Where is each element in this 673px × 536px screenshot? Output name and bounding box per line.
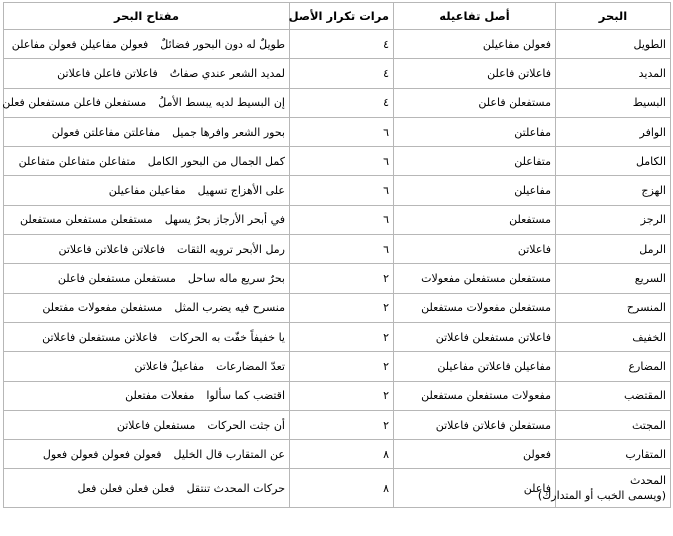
- arabic-meters-table: [3, 2, 671, 508]
- table-row: [4, 205, 671, 234]
- meter-key-cell: [4, 322, 290, 351]
- meter-key-rhythm: مفعلات مفتعلن: [125, 389, 195, 403]
- meter-key-rhythm: فعولن فعولن فعولن فعول: [42, 447, 162, 461]
- repeat-count-cell: ٢: [290, 293, 394, 322]
- meter-key-verse: إن البسيط لديه يبسط الأملُ: [158, 96, 285, 110]
- repeat-count-cell: ٦: [290, 117, 394, 146]
- base-feet-cell: فعولن: [394, 440, 556, 469]
- base-feet-cell: فاعلاتن فاعلن: [394, 59, 556, 88]
- meter-key-verse: تعدّ المضارعات: [216, 359, 285, 373]
- table-row: [4, 117, 671, 146]
- meter-name: المقتضب: [624, 389, 666, 403]
- meter-key-cell: [4, 410, 290, 439]
- meter-name-cell: [556, 293, 671, 322]
- meter-name: المديد: [638, 66, 666, 80]
- meter-name: السريع: [634, 272, 666, 286]
- meter-key-cell: [4, 440, 290, 469]
- meter-key-cell: [4, 30, 290, 59]
- meter-key-cell: [4, 117, 290, 146]
- meter-name-note: (ويسمى الخبب أو المتدارك): [537, 489, 666, 503]
- meter-key-rhythm: فاعلاتن فاعلن فاعلاتن: [57, 66, 158, 80]
- header-base-feet: أصل تفاعيله: [394, 3, 556, 30]
- repeat-count-cell: ٦: [290, 235, 394, 264]
- repeat-count-cell: ٢: [290, 381, 394, 410]
- table-body: [4, 30, 671, 508]
- meter-name-cell: [556, 440, 671, 469]
- meter-name: الهزج: [641, 184, 666, 198]
- meter-key-verse: رمل الأبحر ترويه الثقات: [177, 242, 285, 256]
- meter-key-verse: بحور الشعر وافرها جميل: [172, 125, 285, 139]
- repeat-count-cell: ٨: [290, 469, 394, 508]
- meter-key-rhythm: فاعلاتن مستفعلن فاعلاتن: [42, 330, 158, 344]
- meter-key-rhythm: مستفعلن مفعولات مفتعلن: [42, 301, 163, 315]
- table-row: [4, 59, 671, 88]
- meter-key-verse: عن المتقارب قال الخليل: [173, 447, 285, 461]
- meter-key-rhythm: فاعلاتن فاعلاتن فاعلاتن: [58, 242, 165, 256]
- meter-name-cell: [556, 352, 671, 381]
- meter-key-cell: [4, 235, 290, 264]
- meter-key-rhythm: مستفعلن مستفعلن فاعلن: [57, 272, 176, 286]
- base-feet-cell: مستفعلن فاعلن: [394, 88, 556, 117]
- meter-name-cell: [556, 322, 671, 351]
- meter-name-cell: [556, 410, 671, 439]
- table-row: [4, 440, 671, 469]
- repeat-count-cell: ٢: [290, 264, 394, 293]
- meter-key-cell: [4, 469, 290, 508]
- meter-name: الرجز: [640, 213, 666, 227]
- base-feet-cell: متفاعلن: [394, 147, 556, 176]
- repeat-count-cell: ٦: [290, 147, 394, 176]
- meter-key-verse: في أبحر الأرجاز بحرٌ يسهل: [164, 213, 285, 227]
- table-row: [4, 88, 671, 117]
- repeat-count-cell: ٢: [290, 322, 394, 351]
- meter-name-cell: [556, 88, 671, 117]
- table-row: [4, 30, 671, 59]
- meter-key-verse: على الأهزاج تسهيل: [197, 184, 285, 198]
- meter-key-verse: يا خفيفاً خفّت به الحركات: [169, 330, 285, 344]
- meter-name-cell: [556, 30, 671, 59]
- meter-key-verse: كمل الجمال من البحور الكامل: [147, 154, 285, 168]
- meter-key-verse: حركات المحدث تنتقل: [186, 481, 285, 495]
- meter-name: البسيط: [632, 96, 666, 110]
- meter-name-cell: [556, 235, 671, 264]
- table-row: [4, 381, 671, 410]
- table-row: [4, 235, 671, 264]
- meter-name: المنسرح: [626, 301, 666, 315]
- base-feet-cell: مستفعلن مستفعلن مفعولات: [394, 264, 556, 293]
- repeat-count-cell: ٤: [290, 30, 394, 59]
- meter-key-cell: [4, 176, 290, 205]
- table-header: [4, 3, 671, 30]
- base-feet-cell: مستفعلن فاعلاتن فاعلاتن: [394, 410, 556, 439]
- meter-name-cell: [556, 176, 671, 205]
- table-row: [4, 176, 671, 205]
- meter-key-cell: [4, 59, 290, 88]
- table-row: [4, 352, 671, 381]
- meter-name: الطويل: [633, 37, 666, 51]
- meter-key-rhythm: مفاعيلن مفاعيلن: [108, 184, 186, 198]
- meter-key-rhythm: فعولن مفاعيلن فعولن مفاعلن: [11, 37, 149, 51]
- base-feet-cell: مستفعلن: [394, 205, 556, 234]
- table-row: [4, 147, 671, 176]
- base-feet-cell: مفاعلتن: [394, 117, 556, 146]
- meter-name: الرمل: [639, 242, 666, 256]
- meter-key-verse: منسرح فيه يضرب المثل: [174, 301, 285, 315]
- meter-name-cell: [556, 264, 671, 293]
- meter-key-rhythm: مستفعلن فاعلن مستفعلن فعلن: [2, 96, 147, 110]
- meter-name: المجتث: [632, 418, 666, 432]
- meter-key-rhythm: مفاعيلُ فاعلاتن: [134, 359, 205, 373]
- header-row: [4, 3, 671, 30]
- repeat-count-cell: ٨: [290, 440, 394, 469]
- meter-name-cell: [556, 381, 671, 410]
- meter-name-cell: [556, 59, 671, 88]
- meter-key-rhythm: مفاعلتن مفاعلتن فعولن: [51, 125, 161, 139]
- meter-name: المحدث: [630, 474, 666, 488]
- repeat-count-cell: ٦: [290, 205, 394, 234]
- meter-name: الكامل: [635, 154, 666, 168]
- repeat-count-cell: ٦: [290, 176, 394, 205]
- meter-key-cell: [4, 381, 290, 410]
- base-feet-cell: فاعلاتن مستفعلن فاعلاتن: [394, 322, 556, 351]
- base-feet-cell: مفاعيلن فاعلاتن مفاعيلن: [394, 352, 556, 381]
- table-row: [4, 410, 671, 439]
- meter-key-verse: طويلٌ له دون البحور فضائلٌ: [160, 37, 285, 51]
- meter-key-cell: [4, 293, 290, 322]
- meter-name-cell: [556, 147, 671, 176]
- meter-name: الوافر: [639, 125, 666, 139]
- meter-key-cell: [4, 264, 290, 293]
- repeat-count-cell: ٢: [290, 410, 394, 439]
- base-feet-cell: فاعلن: [394, 469, 556, 508]
- meter-key-cell: [4, 88, 290, 117]
- meter-key-cell: [4, 205, 290, 234]
- base-feet-cell: فاعلاتن: [394, 235, 556, 264]
- meter-name: المتقارب: [625, 447, 666, 461]
- meter-key-cell: [4, 352, 290, 381]
- base-feet-cell: فعولن مفاعيلن: [394, 30, 556, 59]
- base-feet-cell: مفعولات مستفعلن مستفعلن: [394, 381, 556, 410]
- meter-key-verse: اقتضب كما سألوا: [206, 389, 285, 403]
- meter-name-cell: [556, 117, 671, 146]
- meter-name-cell: [556, 205, 671, 234]
- repeat-count-cell: ٤: [290, 59, 394, 88]
- meter-key-rhythm: مستفعلن فاعلاتن: [116, 418, 196, 432]
- header-meter-name: البحر: [556, 3, 671, 30]
- repeat-count-cell: ٢: [290, 352, 394, 381]
- table-row: [4, 293, 671, 322]
- meter-key-rhythm: مستفعلن مستفعلن مستفعلن: [19, 213, 153, 227]
- meter-key-verse: أن جثت الحركات: [207, 418, 285, 432]
- meter-key-cell: [4, 147, 290, 176]
- table-row: [4, 322, 671, 351]
- base-feet-cell: مستفعلن مفعولات مستفعلن: [394, 293, 556, 322]
- meter-key-rhythm: فعلن فعلن فعلن فعل: [77, 481, 175, 495]
- meter-name: الخفيف: [632, 330, 666, 344]
- header-meter-key: مفتاح البحر: [4, 3, 290, 30]
- header-repeat-count: مرات تكرار الأصل: [290, 3, 394, 30]
- meter-key-verse: بحرٌ سريع ماله ساحل: [187, 272, 285, 286]
- table-row: [4, 469, 671, 508]
- table-row: [4, 264, 671, 293]
- base-feet-cell: مفاعيلن: [394, 176, 556, 205]
- repeat-count-cell: ٤: [290, 88, 394, 117]
- meter-key-rhythm: متفاعلن متفاعلن متفاعلن: [18, 154, 136, 168]
- meter-key-verse: لمديد الشعر عندي صفاتُ: [169, 66, 285, 80]
- meter-name: المضارع: [628, 359, 666, 373]
